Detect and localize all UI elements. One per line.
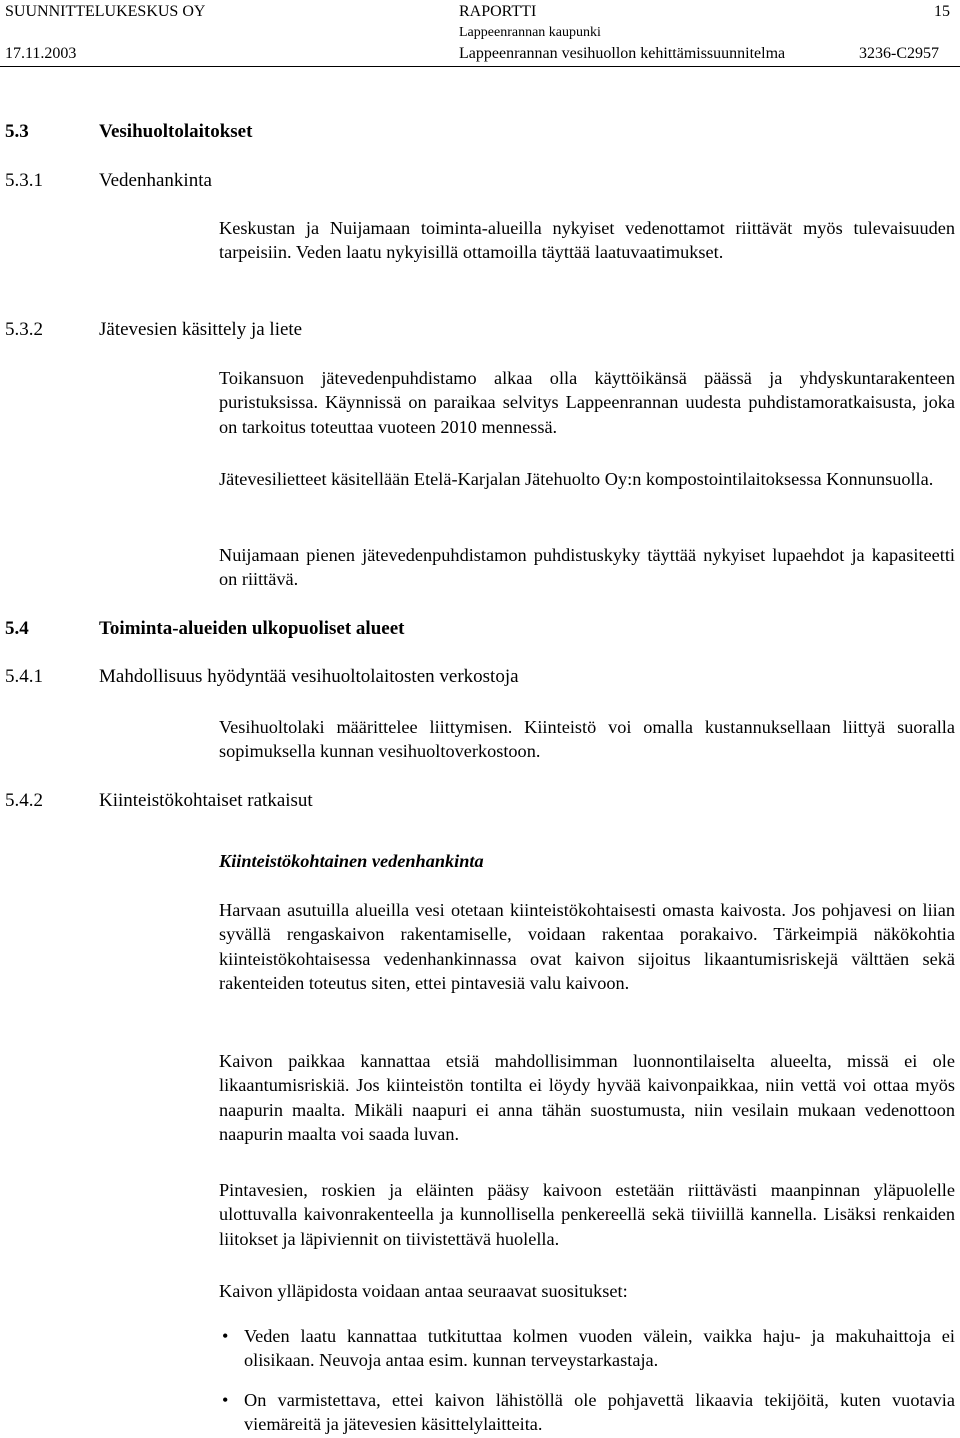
section-5-4-number: 5.4 [5, 618, 29, 639]
bullet-icon: • [222, 1389, 229, 1410]
recommendation-list [222, 1324, 955, 1437]
header-project: Lappeenrannan vesihuollon kehittämissuunnitelma [459, 45, 786, 62]
list-item-text: Veden laatu kannattaa tutkituttaa kolmen vuoden välein, vaikka haju- ja makuhaittoja ei olisikaan. Neuvoja antaa esim. kunnan terveystarkastaja. [244, 1326, 955, 1371]
header-company: SUUNNITTELUKESKUS OY [5, 3, 206, 20]
bullet-icon: • [222, 1326, 229, 1346]
section-5-3-2-paragraph-3: Nuijamaan pienen jätevedenpuhdistamon puhdistuskyky täyttää nykyiset lupaehdot ja kapasiteetti on riittävä. [219, 545, 955, 590]
header-project-code: 3236-C2957 [859, 45, 939, 62]
section-5-4-1-title: Mahdollisuus hyödyntää vesihuoltolaitosten verkostoja [99, 666, 519, 687]
section-5-4-2-paragraph-4: Kaivon ylläpidosta voidaan antaa seuraavat suositukset: [219, 1281, 628, 1301]
list-item-text: On varmistettava, ettei kaivon lähistöllä ole pohjavettä likaavia tekijöitä, kuten vuotavia viemäreitä ja jätevesien käsittelylaitteita. [244, 1389, 955, 1435]
section-5-3-1-number: 5.3.1 [5, 170, 43, 191]
section-5-4-2-title: Kiinteistökohtaiset ratkaisut [99, 790, 313, 811]
section-5-4-1-body: Vesihuoltolaki määrittelee liittymisen. Kiinteistö voi omalla kustannuksellaan liittyä suoralla sopimuksella kunnan vesihuoltoverkostoon. [219, 717, 955, 762]
section-5-4-2-paragraph-1: Harvaan asutuilla alueilla vesi otetaan kiinteistökohtaisesti omasta kaivosta. Jos pohjavesi on liian syvällä rengaskaivon rakentamiselle, voidaan rakentaa porakaivo. Tärkeimpiä näkökohtia kiinteistökohtaisessa vedenhankinnassa ovat kaivon sijoitus likaantumisriskejä välttäen sekä rakenteiden toteutus siten, ettei pintavesiä valu kaivoon. [219, 900, 955, 994]
header-date: 17.11.2003 [5, 45, 77, 62]
section-5-4-2-paragraph-3: Pintavesien, roskien ja eläinten pääsy kaivoon estetään riittävästi maanpinnan yläpuolelle ulottuvalla kaivonrakenteella ja kunnollisella penkereellä sekä tiiviillä kannella. Lisäksi renkaiden liitokset ja läpiviennit on tiivistettävä huolella. [219, 1180, 955, 1249]
list-item [222, 1388, 955, 1437]
section-5-4-2-number: 5.4.2 [5, 790, 43, 811]
header-page-number: 15 [934, 3, 950, 20]
section-5-3-2-title: Jätevesien käsittely ja liete [99, 319, 303, 340]
section-5-3-title: Vesihuoltolaitokset [99, 121, 253, 142]
section-5-3-number: 5.3 [5, 121, 29, 142]
section-5-3-2-paragraph-2: Jätevesilietteet käsitellään Etelä-Karjalan Jätehuolto Oy:n kompostointilaitoksessa Konnunsuolla. [219, 469, 934, 489]
header-report-type: RAPORTTI [459, 3, 537, 20]
section-5-3-2-number: 5.3.2 [5, 319, 43, 340]
header-client: Lappeenrannan kaupunki [459, 25, 601, 40]
section-5-4-1-number: 5.4.1 [5, 666, 43, 687]
list-item [222, 1324, 955, 1373]
section-5-3-2-paragraph-1: Toikansuon jätevedenpuhdistamo alkaa olla käyttöikänsä päässä ja yhdyskuntarakenteen puristuksissa. Käynnissä on paraikaa selvitys Lappeenrannan uudesta puhdistamoratkaisusta, joka on tarkoitus toteuttaa vuoteen 2010 mennessä. [219, 368, 955, 437]
section-5-3-1-title: Vedenhankinta [99, 170, 212, 191]
section-5-4-2-paragraph-2: Kaivon paikkaa kannattaa etsiä mahdollisimman luonnontilaiselta alueelta, missä ei ole likaantumisriskiä. Jos kiinteistön tontilta ei löydy hyvää kaivonpaikkaa, niin vettä voi ottaa myös naapurin maalta. Mikäli naapuri ei anna tähän suostumusta, niin vesilain mukaan vedenottoon naapurin maalta voi saada luvan. [219, 1051, 955, 1145]
section-5-4-title: Toiminta-alueiden ulkopuoliset alueet [99, 618, 405, 639]
header-divider [0, 66, 960, 67]
section-5-4-2-subheading: Kiinteistökohtainen vedenhankinta [219, 851, 484, 871]
section-5-3-1-body: Keskustan ja Nuijamaan toiminta-alueilla nykyiset vedenottamot riittävät myös tulevaisuuden tarpeisiin. Veden laatu nykyisillä ottamoilla täyttää laatuvaatimukset. [219, 218, 955, 263]
